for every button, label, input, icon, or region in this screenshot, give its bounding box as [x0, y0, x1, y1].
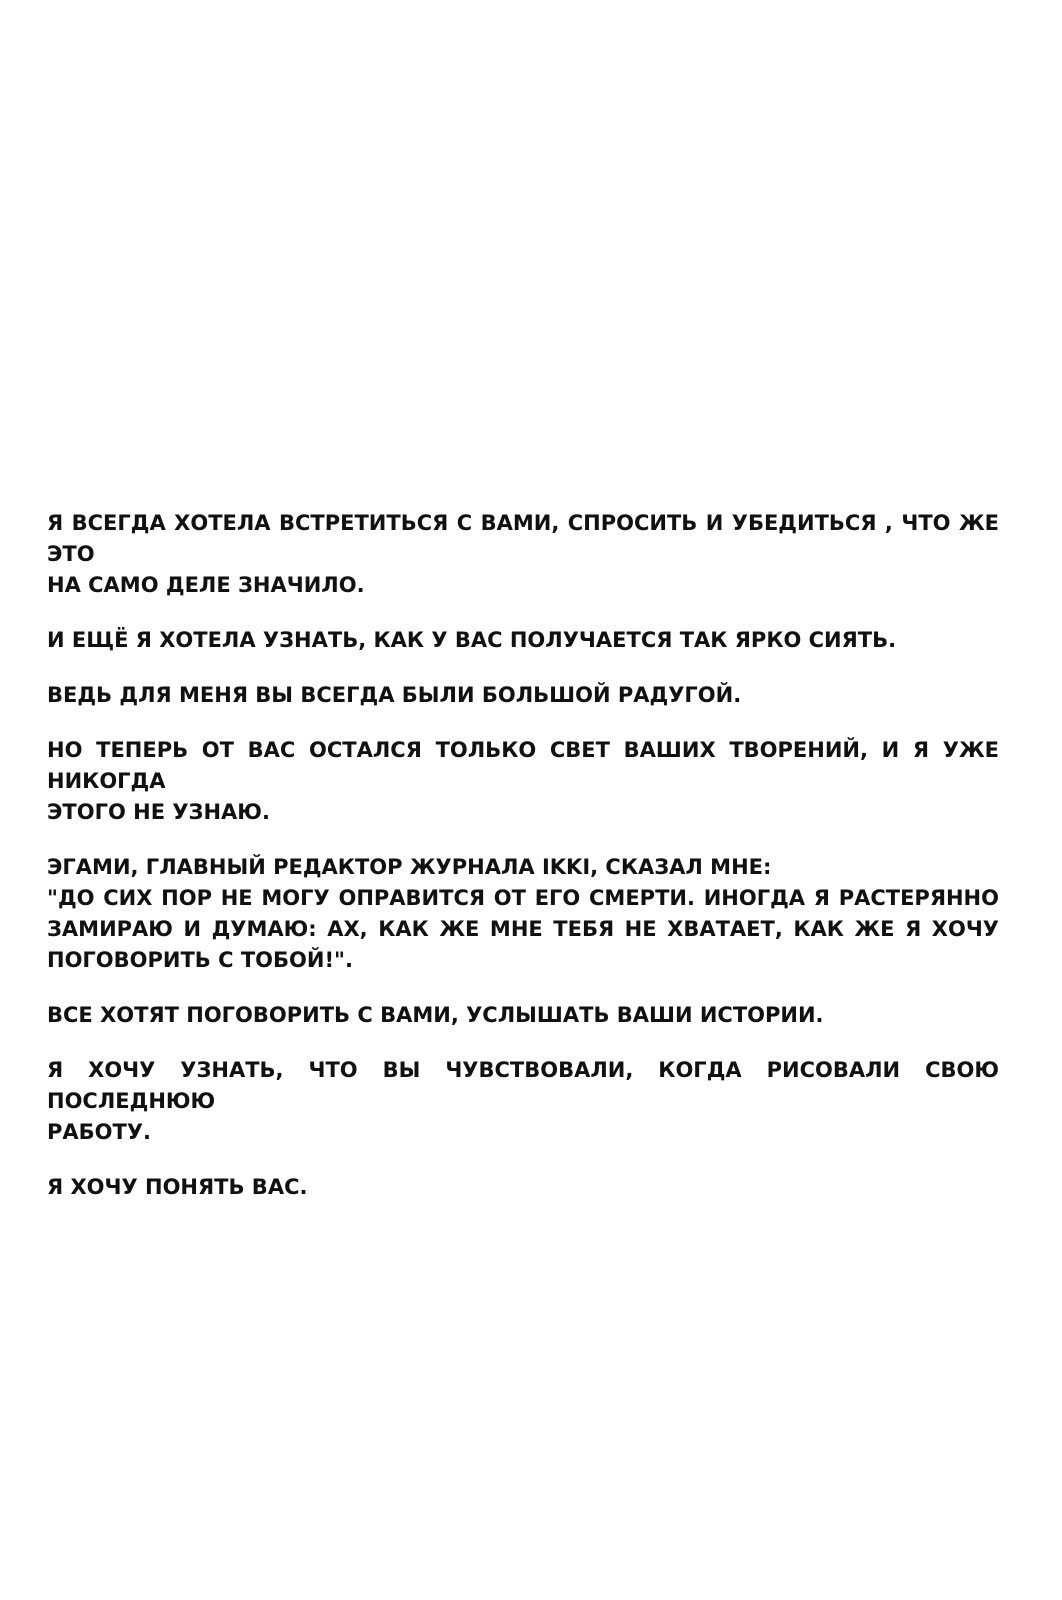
- paragraph-7: [47, 1055, 999, 1148]
- text-line: НА САМО ДЕЛЕ ЗНАЧИЛО.: [47, 573, 365, 597]
- paragraph-3: [47, 680, 999, 711]
- text-line: Я ХОЧУ УЗНАТЬ, ЧТО ВЫ ЧУВСТВОВАЛИ, КОГДА РИСОВАЛИ СВОЮ ПОСЛЕДНЮЮ: [47, 1058, 999, 1113]
- text-line: И ЕЩЁ Я ХОТЕЛА УЗНАТЬ, КАК У ВАС ПОЛУЧАЕТСЯ ТАК ЯРКО СИЯТЬ.: [47, 628, 897, 652]
- text-line: ЭТОГО НЕ УЗНАЮ.: [47, 800, 270, 824]
- paragraph-4: [47, 735, 999, 828]
- text-line: "ДО СИХ ПОР НЕ МОГУ ОПРАВИТСЯ ОТ ЕГО СМЕРТИ. ИНОГДА Я РАСТЕРЯННО: [47, 886, 999, 910]
- text-line: Я ВСЕГДА ХОТЕЛА ВСТРЕТИТЬСЯ С ВАМИ, СПРОСИТЬ И УБЕДИТЬСЯ , ЧТО ЖЕ ЭТО: [47, 511, 999, 566]
- paragraph-8: [47, 1172, 999, 1203]
- text-line: РАБОТУ.: [47, 1120, 151, 1144]
- text-line: Я ХОЧУ ПОНЯТЬ ВАС.: [47, 1175, 308, 1199]
- paragraph-1: [47, 508, 999, 601]
- text-line: ВСЕ ХОТЯТ ПОГОВОРИТЬ С ВАМИ, УСЛЫШАТЬ ВАШИ ИСТОРИИ.: [47, 1003, 824, 1027]
- text-line: ВЕДЬ ДЛЯ МЕНЯ ВЫ ВСЕГДА БЫЛИ БОЛЬШОЙ РАДУГОЙ.: [47, 683, 742, 707]
- paragraph-6: [47, 1000, 999, 1031]
- text-line: ЭГАМИ, ГЛАВНЫЙ РЕДАКТОР ЖУРНАЛА IKKI, СКАЗАЛ МНЕ:: [47, 855, 772, 879]
- paragraph-5: [47, 852, 999, 976]
- text-block: [47, 508, 999, 1227]
- text-line: ПОГОВОРИТЬ С ТОБОЙ!".: [47, 948, 353, 972]
- text-line: НО ТЕПЕРЬ ОТ ВАС ОСТАЛСЯ ТОЛЬКО СВЕТ ВАШИХ ТВОРЕНИЙ, И Я УЖЕ НИКОГДА: [47, 738, 999, 793]
- text-line: ЗАМИРАЮ И ДУМАЮ: АХ, КАК ЖЕ МНЕ ТЕБЯ НЕ ХВАТАЕТ, КАК ЖЕ Я ХОЧУ: [47, 917, 999, 941]
- paragraph-2: [47, 625, 999, 656]
